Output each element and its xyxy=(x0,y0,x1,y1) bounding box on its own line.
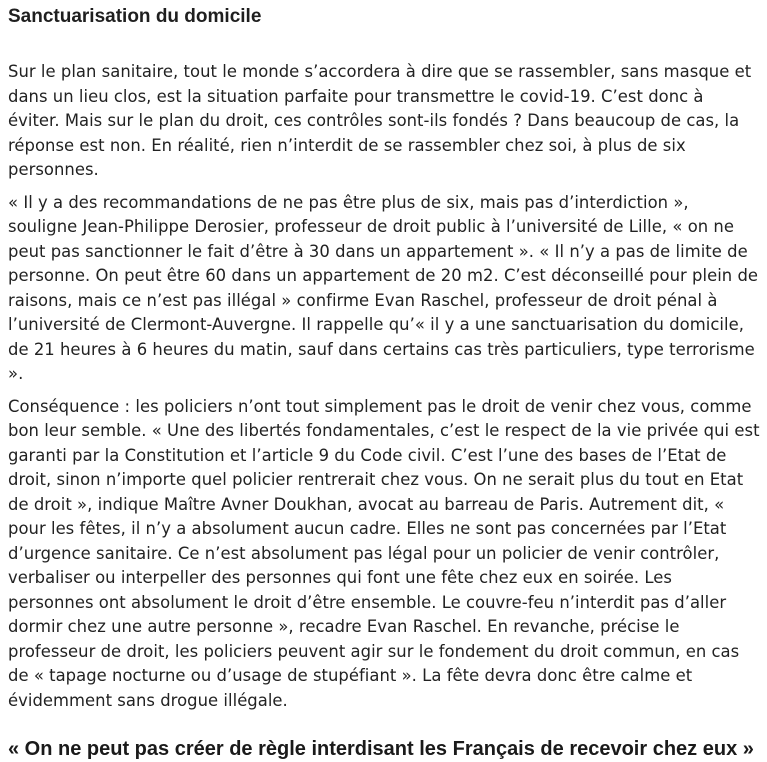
article-paragraph: Sur le plan sanitaire, tout le monde s’accordera à dire que se rassembler, sans masque et dans un lieu clos, est la situation parfaite pour transmettre le covid-19. C’est donc à éviter. Mais sur le plan du droit, ces contrôles sont-ils fondés ? Dans beaucoup de cas, la réponse est non. En réalité, rien n’interdit de se rassembler chez soi, à plus de six personnes. xyxy=(8,62,752,179)
section-title: Sanctuarisation du domicile xyxy=(8,6,262,27)
article-paragraph: « Il y a des recommandations de ne pas être plus de six, mais pas d’interdiction », souligne Jean-Philippe Derosier, professeur de droit public à l’université de Lille, « on ne peut pas sanctionner le fait d’être à 30 dans un appartement ». « Il n’y a pas de limite de personne. On peut être 60 dans un appartement de 20 m2. C’est déconseillé pour plein de raisons, mais ce n’est pas illégal » confirme Evan Raschel, professeur de droit pénal à l’université de Clermont-Auvergne. Il rappelle qu’« il y a une sanctuarisation du domicile, de 21 heures à 6 heures du matin, sauf dans certains cas très particuliers, type terrorisme ». xyxy=(8,192,759,383)
article-paragraph: Conséquence : les policiers n’ont tout simplement pas le droit de venir chez vous, comme bon leur semble. « Une des libertés fondamentales, c’est le respect de la vie privée qui est garanti par la Constitution et l’article 9 du Code civil. C’est l’une des bases de l’Etat de droit, sinon n’importe quel policier rentrerait chez vous. On ne serait plus du tout en Etat de droit », indique Maître Avner Doukhan, avocat au barreau de Paris. Autrement dit, « pour les fêtes, il n’y a absolument aucun cadre. Elles ne sont pas concernées par l’Etat d’urgence sanitaire. Ce n’est absolument pas légal pour un policier de venir contrôler, verbaliser ou interpeller des personnes qui font une fête chez eux en soirée. Les personnes ont absolument le droit d’être ensemble. Le couvre-feu n’interdit pas d’aller dormir chez une autre personne », recadre Evan Raschel. En revanche, précise le professeur de droit, les policiers peuvent agir sur le fondement du droit commun, en cas de « tapage nocturne ou d’usage de stupéfiant ». La fête devra donc être calme et évidemment sans drogue illégale. xyxy=(8,396,760,710)
quote-subheading: « On ne peut pas créer de règle interdisant les Français de recevoir chez eux » xyxy=(8,738,754,760)
